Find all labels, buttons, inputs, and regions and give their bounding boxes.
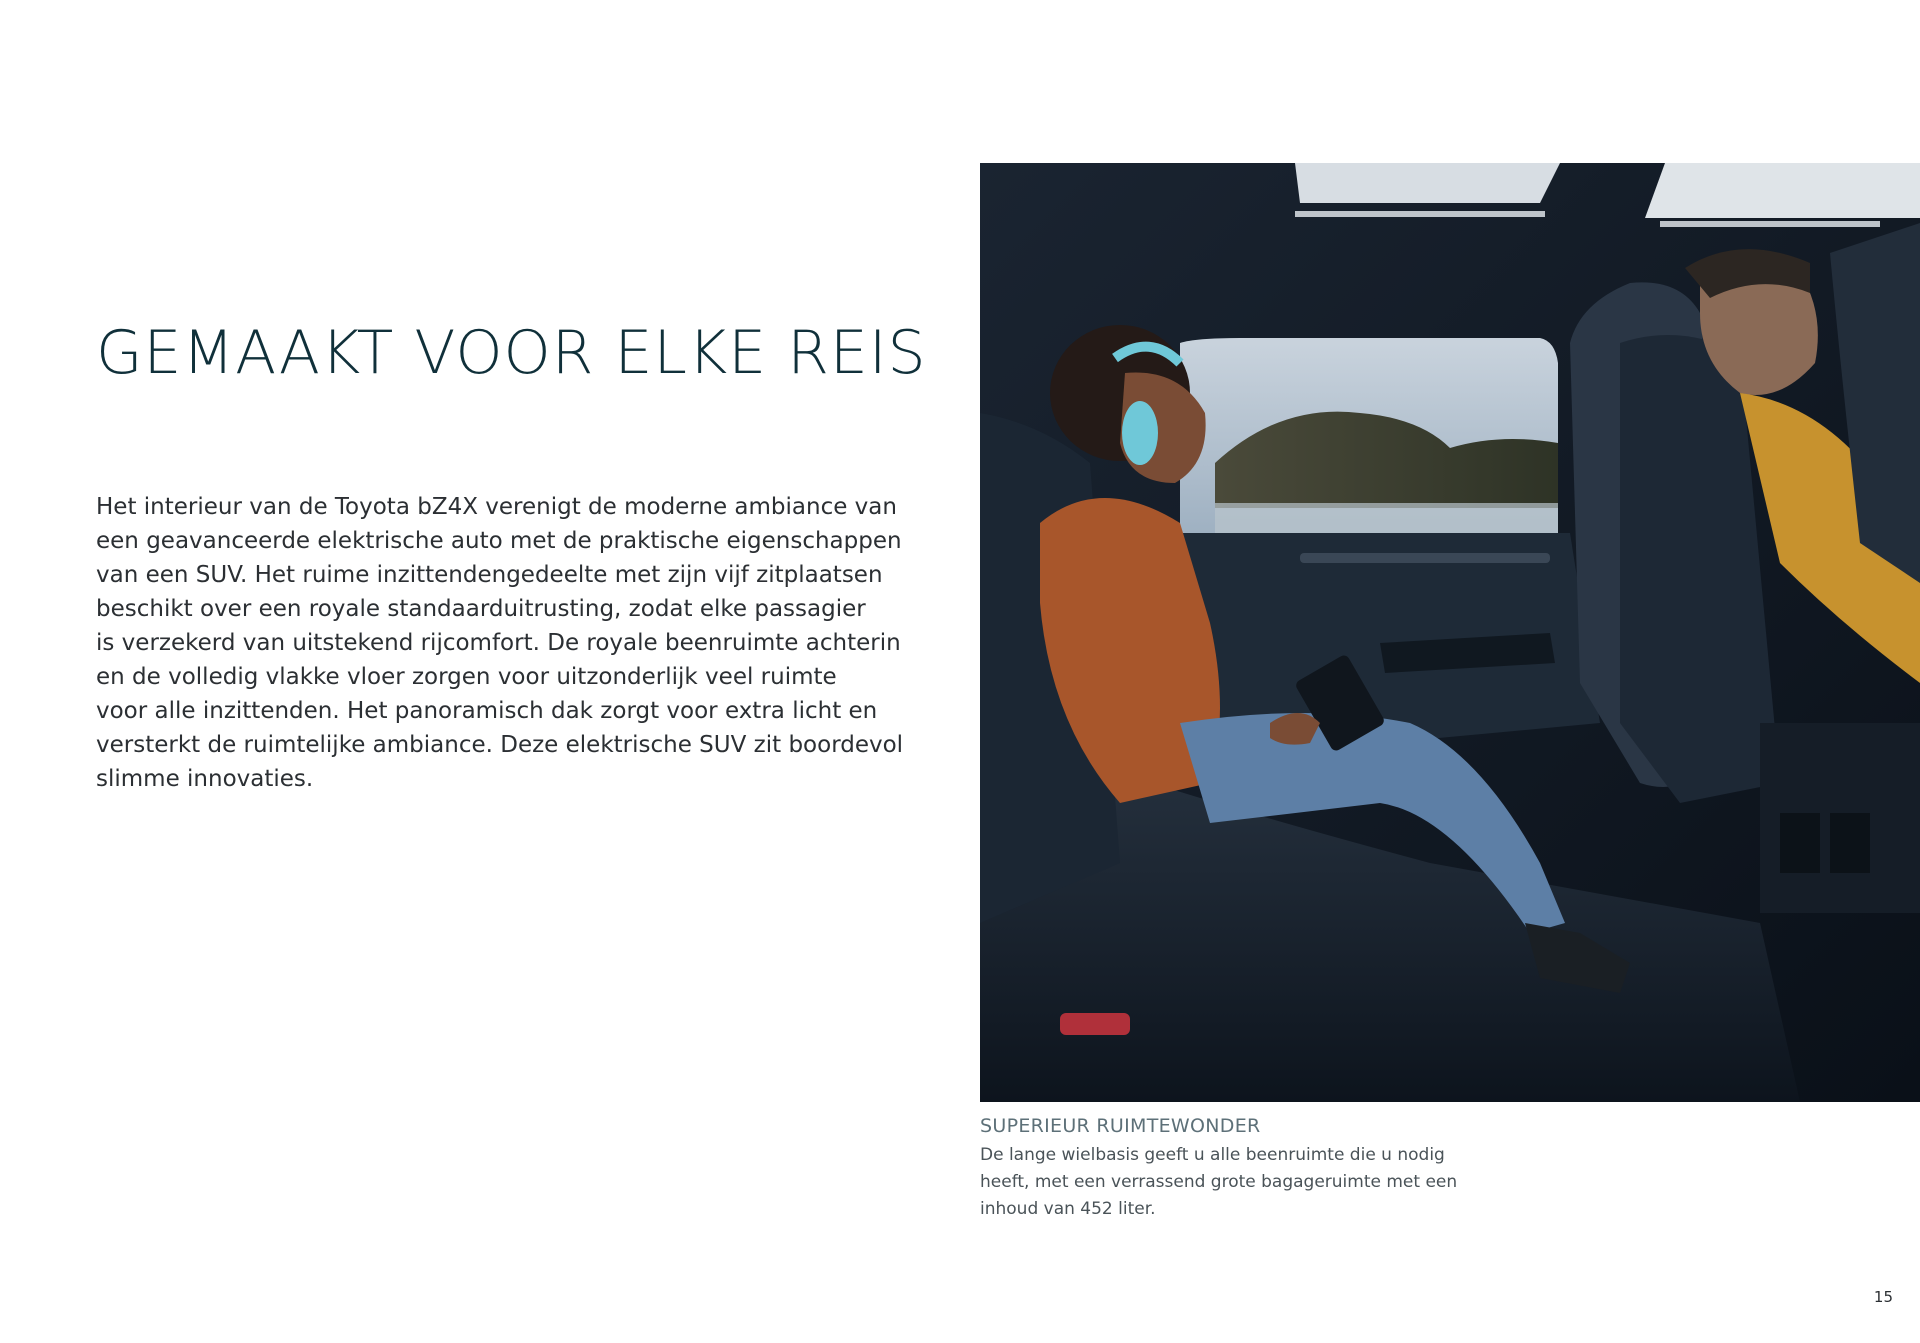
intro-paragraph — [96, 490, 936, 796]
page-title: GEMAAKT VOOR ELKE REIS — [96, 318, 927, 388]
intro-line: van een SUV. Het ruime inzittendengedeelte met zijn vijf zitplaatsen — [96, 562, 883, 588]
intro-line: voor alle inzittenden. Het panoramisch dak zorgt voor extra licht en — [96, 698, 878, 724]
intro-line: versterkt de ruimtelijke ambiance. Deze elektrische SUV zit boordevol — [96, 732, 904, 758]
intro-line: slimme innovaties. — [96, 766, 314, 792]
photo-caption — [980, 1142, 1457, 1223]
intro-line: beschikt over een royale standaarduitrusting, zodat elke passagier — [96, 596, 866, 622]
caption-line: heeft, met een verrassend grote bagageruimte met een — [980, 1172, 1458, 1192]
caption-line: inhoud van 452 liter. — [980, 1199, 1156, 1219]
intro-line: Het interieur van de Toyota bZ4X verenigt de moderne ambiance van — [96, 494, 897, 520]
page-number: 15 — [1873, 1288, 1893, 1306]
car-interior-photo — [980, 163, 1920, 1102]
intro-line: en de volledig vlakke vloer zorgen voor uitzonderlijk veel ruimte — [96, 664, 837, 690]
caption-line: De lange wielbasis geeft u alle beenruimte die u nodig — [980, 1145, 1445, 1165]
intro-line: een geavanceerde elektrische auto met de praktische eigenschappen — [96, 528, 902, 554]
intro-line: is verzekerd van uitstekend rijcomfort. De royale beenruimte achterin — [96, 630, 901, 656]
car-interior-illustration — [980, 163, 1920, 1102]
photo-caption-title: SUPERIEUR RUIMTEWONDER — [980, 1115, 1261, 1137]
